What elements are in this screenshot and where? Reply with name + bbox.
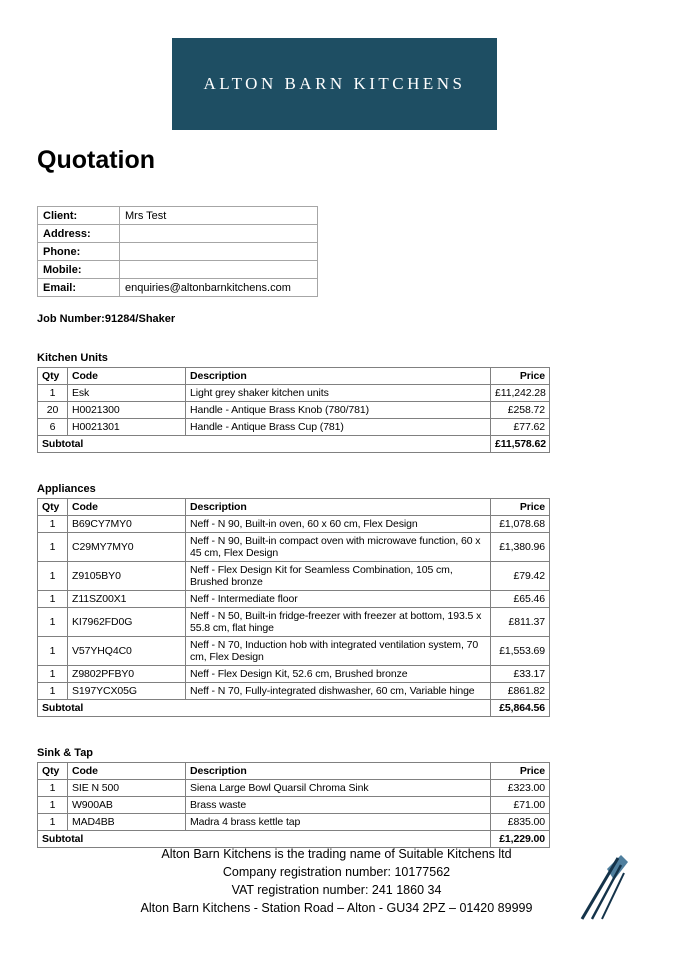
column-header-qty: Qty <box>38 763 68 780</box>
section-title: Appliances <box>37 483 96 495</box>
item-row <box>38 637 550 666</box>
client-field-label: Address: <box>38 225 120 243</box>
item-price: £65.46 <box>491 591 550 608</box>
item-code: S197YCX05G <box>68 683 186 700</box>
item-row <box>38 419 550 436</box>
items-table <box>37 498 550 717</box>
item-description: Brass waste <box>186 797 491 814</box>
column-header-description: Description <box>186 763 491 780</box>
item-qty: 20 <box>38 402 68 419</box>
item-description: Neff - N 90, Built-in compact oven with microwave function, 60 x 45 cm, Flex Design <box>186 533 491 562</box>
client-table-body <box>38 207 318 297</box>
items-header-row <box>38 763 550 780</box>
items-header-row <box>38 499 550 516</box>
brand-banner <box>172 38 497 130</box>
item-row <box>38 683 550 700</box>
item-row <box>38 608 550 637</box>
column-header-qty: Qty <box>38 368 68 385</box>
item-description: Neff - Flex Design Kit for Seamless Combination, 105 cm, Brushed bronze <box>186 562 491 591</box>
item-code: KI7962FD0G <box>68 608 186 637</box>
client-row <box>38 207 318 225</box>
item-description: Neff - Intermediate floor <box>186 591 491 608</box>
subtotal-label: Subtotal <box>38 436 491 453</box>
section-title: Kitchen Units <box>37 352 108 364</box>
item-qty: 1 <box>38 683 68 700</box>
item-qty: 1 <box>38 591 68 608</box>
client-info-table <box>37 206 318 297</box>
item-description: Handle - Antique Brass Knob (780/781) <box>186 402 491 419</box>
items-table <box>37 762 550 848</box>
item-description: Neff - N 70, Induction hob with integrated ventilation system, 70 cm, Flex Design <box>186 637 491 666</box>
item-row <box>38 814 550 831</box>
item-price: £835.00 <box>491 814 550 831</box>
item-price: £811.37 <box>491 608 550 637</box>
item-qty: 1 <box>38 608 68 637</box>
item-row <box>38 780 550 797</box>
client-field-label: Client: <box>38 207 120 225</box>
item-code: V57YHQ4C0 <box>68 637 186 666</box>
section-title: Sink & Tap <box>37 747 94 759</box>
item-price: £1,380.96 <box>491 533 550 562</box>
item-price: £71.00 <box>491 797 550 814</box>
item-price: £11,242.28 <box>491 385 550 402</box>
client-row <box>38 279 318 297</box>
client-field-label: Phone: <box>38 243 120 261</box>
item-code: Z9802PFBY0 <box>68 666 186 683</box>
footer-logo-icon <box>578 853 630 921</box>
subtotal-row <box>38 700 550 717</box>
item-description: Siena Large Bowl Quarsil Chroma Sink <box>186 780 491 797</box>
item-price: £1,078.68 <box>491 516 550 533</box>
client-field-value: enquiries@altonbarnkitchens.com <box>120 279 318 297</box>
item-price: £33.17 <box>491 666 550 683</box>
column-header-price: Price <box>491 763 550 780</box>
item-price: £258.72 <box>491 402 550 419</box>
item-code: Z11SZ00X1 <box>68 591 186 608</box>
column-header-qty: Qty <box>38 499 68 516</box>
item-code: SIE N 500 <box>68 780 186 797</box>
items-section <box>37 483 549 717</box>
item-description: Neff - N 90, Built-in oven, 60 x 60 cm, Flex Design <box>186 516 491 533</box>
column-header-price: Price <box>491 499 550 516</box>
item-code: Esk <box>68 385 186 402</box>
footer-line-trading-name: Alton Barn Kitchens is the trading name of Suitable Kitchens ltd <box>161 847 512 861</box>
item-qty: 1 <box>38 814 68 831</box>
item-code: H0021301 <box>68 419 186 436</box>
item-code: W900AB <box>68 797 186 814</box>
subtotal-value: £1,229.00 <box>491 831 550 848</box>
item-code: C29MY7MY0 <box>68 533 186 562</box>
column-header-code: Code <box>68 499 186 516</box>
item-row <box>38 385 550 402</box>
item-description: Neff - N 70, Fully-integrated dishwasher, 60 cm, Variable hinge <box>186 683 491 700</box>
sections <box>37 352 549 878</box>
item-qty: 1 <box>38 533 68 562</box>
client-row <box>38 243 318 261</box>
item-code: MAD4BB <box>68 814 186 831</box>
item-description: Neff - Flex Design Kit, 52.6 cm, Brushed bronze <box>186 666 491 683</box>
item-qty: 1 <box>38 562 68 591</box>
footer-line-vat-reg: VAT registration number: 241 1860 34 <box>231 883 442 897</box>
items-section <box>37 352 549 453</box>
client-row <box>38 225 318 243</box>
item-code: B69CY7MY0 <box>68 516 186 533</box>
item-code: H0021300 <box>68 402 186 419</box>
items-section <box>37 747 549 848</box>
item-row <box>38 562 550 591</box>
item-row <box>38 797 550 814</box>
items-table <box>37 367 550 453</box>
item-row <box>38 516 550 533</box>
client-field-value <box>120 243 318 261</box>
item-row <box>38 402 550 419</box>
client-field-label: Email: <box>38 279 120 297</box>
item-qty: 1 <box>38 780 68 797</box>
column-header-description: Description <box>186 499 491 516</box>
item-qty: 1 <box>38 797 68 814</box>
footer-line-address: Alton Barn Kitchens - Station Road – Alton - GU34 2PZ – 01420 89999 <box>140 901 533 915</box>
item-code: Z9105BY0 <box>68 562 186 591</box>
item-row <box>38 666 550 683</box>
item-description: Handle - Antique Brass Cup (781) <box>186 419 491 436</box>
footer-line-company-reg: Company registration number: 10177562 <box>222 865 451 879</box>
client-row <box>38 261 318 279</box>
item-qty: 1 <box>38 666 68 683</box>
client-field-value <box>120 261 318 279</box>
column-header-code: Code <box>68 368 186 385</box>
item-qty: 1 <box>38 637 68 666</box>
client-field-value <box>120 225 318 243</box>
item-description: Light grey shaker kitchen units <box>186 385 491 402</box>
item-row <box>38 533 550 562</box>
client-field-value: Mrs Test <box>120 207 318 225</box>
item-description: Neff - N 50, Built-in fridge-freezer with freezer at bottom, 193.5 x 55.8 cm, flat hinge <box>186 608 491 637</box>
item-price: £1,553.69 <box>491 637 550 666</box>
subtotal-value: £5,864.56 <box>491 700 550 717</box>
column-header-price: Price <box>491 368 550 385</box>
item-price: £79.42 <box>491 562 550 591</box>
item-qty: 6 <box>38 419 68 436</box>
column-header-code: Code <box>68 763 186 780</box>
page-title: Quotation <box>37 146 156 174</box>
client-field-label: Mobile: <box>38 261 120 279</box>
subtotal-value: £11,578.62 <box>491 436 550 453</box>
item-price: £861.82 <box>491 683 550 700</box>
subtotal-label: Subtotal <box>38 700 491 717</box>
item-price: £323.00 <box>491 780 550 797</box>
subtotal-row <box>38 436 550 453</box>
item-price: £77.62 <box>491 419 550 436</box>
column-header-description: Description <box>186 368 491 385</box>
item-description: Madra 4 brass kettle tap <box>186 814 491 831</box>
job-number: Job Number:91284/Shaker <box>37 313 176 325</box>
items-header-row <box>38 368 550 385</box>
subtotal-label: Subtotal <box>38 831 491 848</box>
footer <box>0 845 673 917</box>
item-qty: 1 <box>38 385 68 402</box>
item-qty: 1 <box>38 516 68 533</box>
item-row <box>38 591 550 608</box>
brand-logo-text: ALTON BARN KITCHENS <box>203 74 466 93</box>
